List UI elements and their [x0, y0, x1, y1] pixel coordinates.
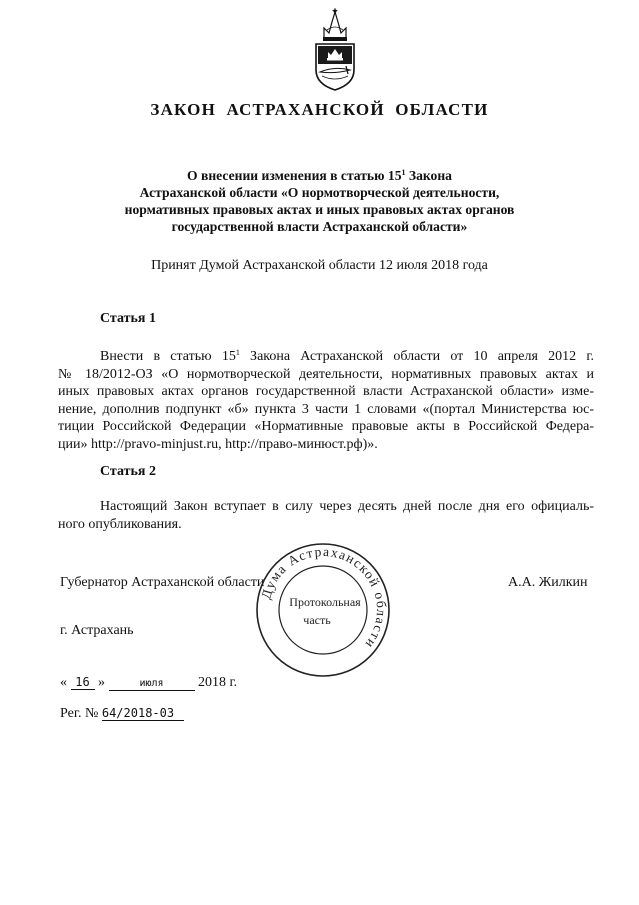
coat-of-arms-icon	[310, 8, 360, 92]
date-open-quote: «	[60, 675, 67, 690]
superscript-number: 1	[235, 348, 240, 357]
signing-date	[60, 675, 237, 691]
stamp-center-line-2: часть	[303, 613, 331, 627]
subject-line: О внесении изменения в статью $15^1$ Закона	[187, 168, 452, 183]
stamp-center-line-1: Протокольная	[289, 595, 361, 609]
signatory-name: А.А. Жилкин	[508, 575, 588, 590]
stamp-ring-text: Дума Астраханской области	[258, 543, 390, 653]
date-year: 2018 г.	[198, 675, 238, 690]
law-title: ЗАКОН АСТРАХАНСКОЙ ОБЛАСТИ	[150, 100, 489, 119]
date-close-quote: »	[98, 675, 105, 690]
article-1-heading: Статья 1	[100, 311, 156, 326]
article-line: Внести в статью $15^1$ Закона Астраханской области от 10 апреля 2012 г.	[100, 348, 594, 364]
registration-label: Рег. №	[60, 706, 99, 721]
registration-line	[60, 706, 184, 722]
article-line: ного опубликования.	[58, 516, 182, 532]
law-subject	[60, 164, 579, 235]
signatory-position: Губернатор Астраханской области	[60, 575, 265, 590]
signing-place: г. Астрахань	[60, 623, 134, 638]
article-2-body	[58, 498, 594, 533]
article-line: нение, дополнив подпункт «б» пункта 3 части 1 словами «(портал Министерства юс-	[58, 401, 594, 417]
date-day: 16	[71, 676, 95, 690]
subject-line: нормативных правовых актах и иных правовых актах органов	[124, 202, 515, 217]
adoption-note: Принят Думой Астраханской области 12 июля 2018 года	[151, 258, 488, 273]
official-stamp	[253, 540, 393, 680]
date-month: июля	[109, 677, 195, 691]
article-line: иных правовых актах органов государственной власти Астраханской области» изме-	[58, 384, 594, 400]
subject-line: государственной власти Астраханской области»	[171, 219, 468, 234]
article-2-heading: Статья 2	[100, 464, 156, 479]
article-line: Настоящий Закон вступает в силу через десять дней после дня его официаль-	[100, 499, 594, 514]
registration-number: 64/2018-03	[102, 707, 184, 721]
article-line: ции» http://pravo-minjust.ru, http://право-минюст.рф)».	[58, 436, 378, 452]
subject-line: Астраханской области «О нормотворческой деятельности,	[139, 185, 500, 200]
superscript-number: 1	[401, 168, 406, 177]
article-line: № 18/2012-ОЗ «О нормотворческой деятельности, нормативных правовых актах и	[58, 366, 594, 382]
article-line: тиции Российской Федерации «Нормативные правовые акты в Российской Федера-	[58, 419, 594, 435]
article-1-body	[58, 344, 594, 454]
